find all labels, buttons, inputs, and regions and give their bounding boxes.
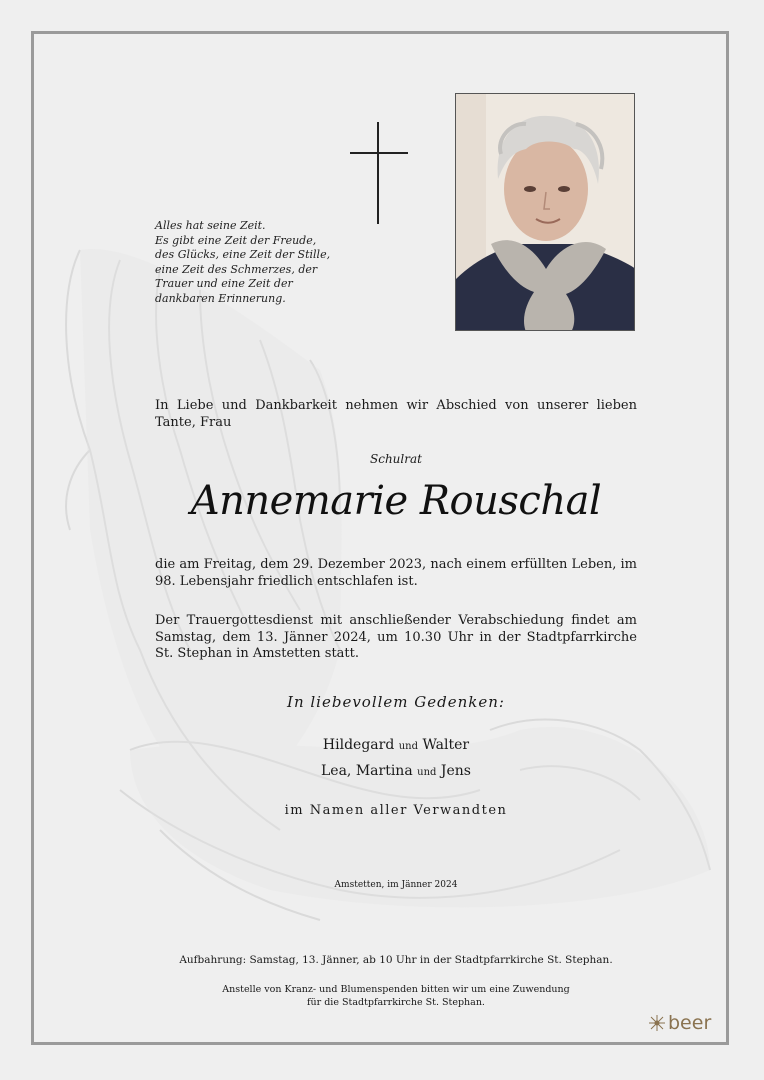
mourner-conjunction: und xyxy=(398,741,419,752)
mourner-name: Walter xyxy=(422,737,470,753)
dandelion-icon xyxy=(648,1014,666,1032)
honorific-title: Schulrat xyxy=(370,452,422,466)
place-date: Amstetten, im Jänner 2024 xyxy=(334,880,458,890)
mourner-name: Jens xyxy=(440,763,471,779)
poem xyxy=(155,219,355,306)
relatives-text: im Namen aller Verwandten xyxy=(284,803,508,818)
mourner-conjunction: und xyxy=(417,767,437,778)
mourner-name: Lea, Martina xyxy=(321,763,413,779)
mourner-name: Hildegard xyxy=(322,737,395,753)
donation-line: Anstelle von Kranz- und Blumenspenden bitten wir um eine Zuwendung xyxy=(222,984,570,995)
mourner-line xyxy=(155,763,637,779)
poem-line: eine Zeit des Schmerzes, der xyxy=(155,262,318,276)
service-text: Der Trauergottesdienst mit anschließender Verabschiedung findet am Samstag, dem 13. Jänner 2024, um 10.30 Uhr in der Stadtpfarrkirche St. Stephan in Amstetten statt. xyxy=(155,613,637,661)
donation-line: für die Stadtpfarrkirche St. Stephan. xyxy=(307,996,485,1008)
poem-line: dankbaren Erinnerung. xyxy=(155,291,286,305)
logo-text: beer xyxy=(668,1012,712,1034)
poem-line: Trauer und eine Zeit der xyxy=(155,277,293,290)
intro-text: In Liebe und Dankbarkeit nehmen wir Abschied von unserer lieben Tante, Frau xyxy=(155,398,637,430)
cross-icon xyxy=(350,122,408,224)
donation-note xyxy=(90,984,702,1009)
poem-line: Es gibt eine Zeit der Freude, xyxy=(155,233,317,247)
memory-heading: In liebevollem Gedenken: xyxy=(287,693,505,711)
deceased-name: Annemarie Rouschal xyxy=(190,478,602,524)
wake-info: Aufbahrung: Samstag, 13. Jänner, ab 10 Uhr in der Stadtpfarrkirche St. Stephan. xyxy=(179,954,613,966)
portrait-photo xyxy=(455,93,635,331)
mourner-line xyxy=(155,737,637,753)
beer-logo xyxy=(648,1011,711,1035)
poem-line: Alles hat seine Zeit. xyxy=(155,219,266,232)
poem-line: des Glücks, eine Zeit der Stille, xyxy=(155,248,331,261)
death-text: die am Freitag, dem 29. Dezember 2023, nach einem erfüllten Leben, im 98. Lebensjahr friedlich entschlafen ist. xyxy=(155,557,637,589)
